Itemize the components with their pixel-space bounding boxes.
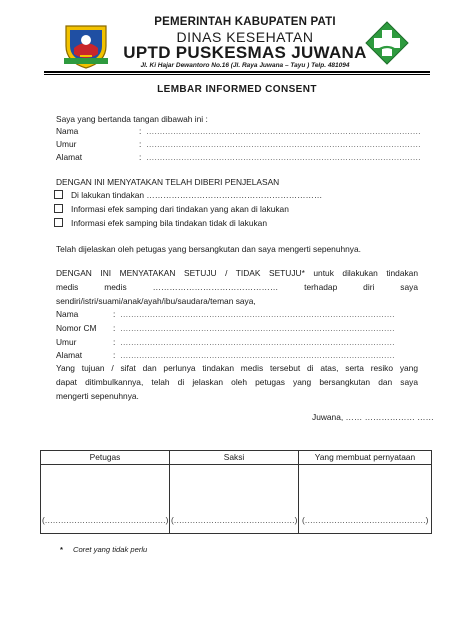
purpose-line-3: mengerti sepenuhnya. [56, 391, 139, 401]
signature-blank: (………………………………………) [41, 515, 169, 525]
identity-name-field[interactable]: ………………………………………………………………………………………… [146, 126, 421, 136]
patient-address-field[interactable]: ………………………………………………………………………………………… [120, 350, 395, 360]
signature-cell-officer[interactable] [41, 465, 170, 534]
checklist-item-label: Informasi efek samping dari tindakan yang akan di lakukan [71, 204, 289, 214]
explained-statement: Telah dijelaskan oleh petugas yang bersangkutan dan saya mengerti sepenuhnya. [56, 244, 361, 254]
identity-age-field[interactable]: ………………………………………………………………………………………… [146, 139, 421, 149]
checkbox-icon[interactable] [54, 218, 63, 227]
patient-record-label: Nomor CM [56, 323, 97, 333]
consent-line-3: sendiri/istri/suami/anak/ayah/ibu/saudara/teman saya, [56, 296, 256, 306]
identity-age-label: Umur [56, 139, 77, 149]
consent-agree-option[interactable]: DENGAN INI MENYATAKAN SETUJU / TIDAK SETUJU* [56, 268, 305, 278]
patient-name-colon: : [113, 309, 116, 319]
purpose-line-1: Yang tujuan / sifat dan perlunya tindakan medis tersebut di atas, serta resiko yang [56, 363, 418, 373]
identity-age-colon: : [139, 139, 142, 149]
intro-text: Saya yang bertanda tangan dibawah ini : [56, 114, 208, 124]
puskesmas-logo-icon [364, 20, 410, 66]
patient-address-label: Alamat [56, 350, 83, 360]
checkbox-icon[interactable] [54, 204, 63, 213]
signature-blank: (………………………………………) [170, 515, 298, 525]
checklist-item-label: Informasi efek samping bila tindakan tidak di lakukan [71, 218, 267, 228]
identity-address-colon: : [139, 152, 142, 162]
checklist-item-label: Di lakukan tindakan ……………………………………………………… [71, 190, 323, 200]
patient-record-colon: : [113, 323, 116, 333]
signature-header-witness: Saksi [170, 451, 299, 465]
signature-table [40, 450, 432, 534]
header-address: Jl. Ki Hajar Dewantoro No.16 (Jl. Raya Juwana – Tayu ) Telp. 481094 [140, 62, 350, 69]
signature-cell-declarant[interactable] [299, 465, 432, 534]
form-title: LEMBAR INFORMED CONSENT [157, 84, 317, 95]
patient-record-field[interactable]: ………………………………………………………………………………………… [120, 323, 395, 333]
identity-address-label: Alamat [56, 152, 83, 162]
identity-address-field[interactable]: ………………………………………………………………………………………… [146, 152, 421, 162]
declaration-explained: DENGAN INI MENYATAKAN TELAH DIBERI PENJELASAN [56, 177, 280, 187]
patient-name-field[interactable]: ………………………………………………………………………………………… [120, 309, 395, 319]
signature-header-officer: Petugas [41, 451, 170, 465]
checklist-item-no-procedure[interactable] [54, 218, 267, 228]
patient-age-label: Umur [56, 337, 77, 347]
patient-age-colon: : [113, 337, 116, 347]
checkbox-icon[interactable] [54, 190, 63, 199]
header-government: PEMERINTAH KABUPATEN PATI [154, 16, 336, 28]
header-unit: UPTD PUSKESMAS JUWANA [123, 43, 367, 62]
consent-line-1 [56, 266, 418, 280]
header-rule-thick [44, 71, 430, 73]
checklist-item-side-effects[interactable] [54, 204, 289, 214]
identity-name-label: Nama [56, 126, 79, 136]
patient-age-field[interactable]: ………………………………………………………………………………………… [120, 337, 395, 347]
identity-name-colon: : [139, 126, 142, 136]
header-rule-thin [44, 74, 430, 75]
purpose-line-2: dapat ditimbulkannya, telah di jelaskan oleh petugas yang bersangkutan dan saya [56, 377, 418, 387]
checklist-item-procedure[interactable] [54, 190, 322, 200]
patient-name-label: Nama [56, 309, 79, 319]
consent-action-text: untuk dilakukan tindakan [313, 268, 418, 278]
signature-cell-witness[interactable] [170, 465, 299, 534]
footnote [60, 545, 147, 554]
consent-line-2: medis medis ……………………………………… terhadap diri saya [56, 282, 418, 292]
signature-blank: (………………………………………) [301, 515, 429, 525]
header-department: DINAS KESEHATAN [176, 29, 314, 45]
footnote-mark: * [60, 545, 63, 554]
place-date[interactable]: Juwana, …… ……………… …… [312, 412, 434, 422]
signature-header-declarant: Yang membuat pernyataan [299, 451, 432, 465]
footnote-text: Coret yang tidak perlu [72, 545, 148, 554]
patient-address-colon: : [113, 350, 116, 360]
